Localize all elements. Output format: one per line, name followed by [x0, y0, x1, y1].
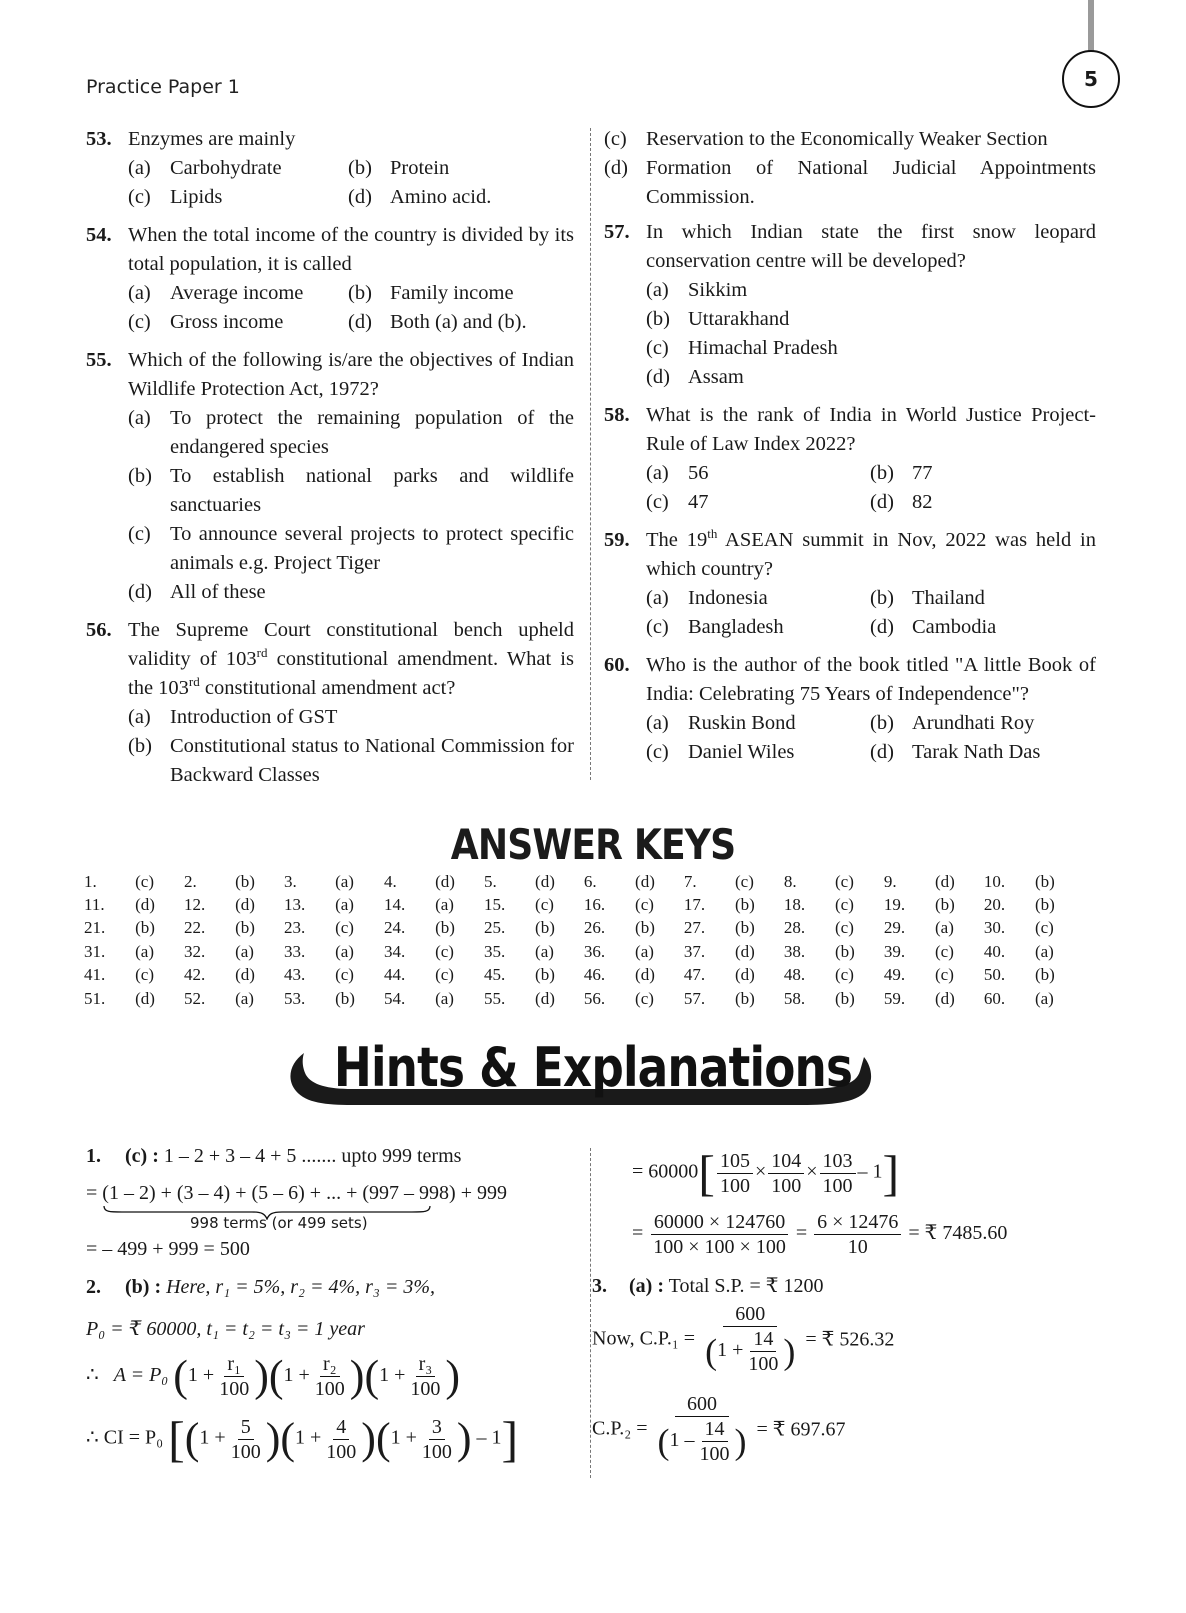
underbrace-label: 998 terms (or 499 sets) — [190, 1214, 368, 1232]
option-b: (b) Constitutional status to National Commission for Backward Classes — [128, 735, 574, 786]
therefore-symbol: ∴ — [86, 1426, 99, 1449]
answer-key-answer: (a) — [335, 871, 354, 891]
question-text: In which Indian state the first snow leopard conservation centre will be developed? — [646, 221, 1096, 272]
option-c: (c) To announce several projects to protect specific animals e.g. Project Tiger — [128, 523, 574, 574]
answer-key-answer: (c) — [735, 871, 754, 891]
answer-key-answer: (b) — [735, 918, 755, 938]
hint-3-line1: 3. (a) : Total S.P. = ₹ 1200 — [592, 1275, 824, 1297]
answer-key-number: 2. — [183, 871, 197, 891]
option-d: (d) All of these — [128, 581, 266, 603]
answer-key-answer: (d) — [535, 871, 555, 891]
answer-key-answer: (c) — [135, 871, 154, 891]
answer-key-number: 35. — [483, 941, 506, 961]
option-d: (d) Formation of National Judicial Appointments Commission. — [604, 157, 1096, 208]
answer-key-answer: (b) — [135, 918, 155, 938]
answer-key-number: 23. — [283, 918, 306, 938]
option-a: (a) Introduction of GST — [128, 706, 338, 728]
column-divider-top — [590, 128, 591, 780]
answer-key-answer: (c) — [835, 871, 854, 891]
answer-key-number: 55. — [483, 988, 506, 1008]
answer-key-row — [80, 870, 1080, 893]
question-number: 60. — [604, 654, 630, 676]
option-c: (c) Lipids — [128, 186, 223, 208]
answer-key-answer: (b) — [535, 965, 555, 985]
options — [128, 154, 574, 212]
answer-key-answer: (c) — [535, 895, 554, 915]
answer-key-number: 52. — [183, 988, 206, 1008]
option-a: (a) 56 — [646, 462, 709, 484]
hint-1-result: = – 499 + 999 = 500 — [86, 1238, 250, 1260]
answer-key-number: 48. — [783, 965, 806, 985]
answer-key-number: 36. — [583, 941, 606, 961]
answer-key-answer: (c) — [835, 965, 854, 985]
option-d: (d) Tarak Nath Das — [870, 741, 1041, 763]
hint-3-cp2: C.P.₂ = 600 (1 – $\frac{14}{100}$ ) = ₹ 697.67 — [592, 1393, 846, 1465]
option-d: (d) Assam — [646, 366, 744, 388]
therefore-symbol: ∴ — [86, 1364, 99, 1387]
hint-2-substitution: = 60000[ $\frac{105}{100}$ × $\frac{104}{100}$ × $\frac{103}{100}$ – 1] — [632, 1145, 900, 1201]
answer-key-answer: (d) — [535, 988, 555, 1008]
answer-key-answer: (a) — [435, 895, 454, 915]
question-text: Which of the following is/are the objectives of Indian Wildlife Protection Act, 1972? — [128, 349, 574, 400]
answer-key-number: 56. — [583, 988, 606, 1008]
answer-key-answer: (b) — [835, 988, 855, 1008]
answer-keys-table — [80, 870, 1080, 1010]
option-c: (c) Gross income — [128, 311, 284, 333]
answer-key-answer: (d) — [735, 965, 755, 985]
answer-key-number: 21. — [84, 918, 106, 938]
answer-key-answer: (d) — [435, 871, 455, 891]
answer-key-answer: (b) — [1034, 871, 1055, 891]
answer-key-number: 3. — [283, 871, 297, 891]
answer-key-number: 24. — [383, 918, 406, 938]
answer-key-answer: (a) — [335, 895, 354, 915]
question-59 — [604, 526, 1096, 642]
answer-key-answer: (c) — [635, 988, 654, 1008]
option-d: (d) Both (a) and (b). — [348, 311, 527, 333]
question-text: The 19th ASEAN summit in Nov, 2022 was held in which country? — [646, 526, 1096, 580]
hints-title: Hints & Explanations — [333, 1036, 853, 1099]
option-d: (d) 82 — [870, 491, 933, 513]
option-a: (a) Sikkim — [646, 279, 748, 301]
option-c: (c) Bangladesh — [646, 616, 784, 638]
answer-key-number: 22. — [183, 918, 206, 938]
answer-key-number: 28. — [783, 918, 806, 938]
question-text: What is the rank of India in World Justice Project-Rule of Law Index 2022? — [646, 404, 1096, 455]
option-b: (b) Uttarakhand — [646, 308, 790, 330]
answer-key-row — [80, 893, 1080, 916]
answer-key-answer: (d) — [934, 871, 955, 891]
question-text: Enzymes are mainly — [128, 128, 296, 150]
answer-key-number: 29. — [883, 918, 906, 938]
options — [646, 584, 1096, 642]
answer-key-number: 41. — [84, 965, 106, 985]
page-number: 5 — [1062, 50, 1120, 108]
answer-key-answer: (b) — [735, 895, 755, 915]
option-c: (c) Daniel Wiles — [646, 741, 795, 763]
option-b: (b) To establish national parks and wildlife sanctuaries — [128, 465, 574, 516]
question-58 — [604, 401, 1096, 517]
options — [646, 459, 1096, 517]
option-a: (a) Average income — [128, 282, 304, 304]
answer-key-number: 46. — [583, 965, 606, 985]
answer-key-answer: (d) — [135, 988, 155, 1008]
answer-key-answer: (c) — [934, 941, 954, 961]
answer-key-row — [80, 964, 1080, 987]
answer-key-answer: (b) — [735, 988, 755, 1008]
answer-key-answer: (b) — [335, 988, 355, 1008]
answer-key-answer: (d) — [135, 895, 155, 915]
answer-key-number: 14. — [383, 895, 406, 915]
answer-key-row — [80, 987, 1080, 1010]
options — [128, 279, 574, 337]
hint-1-line1: 1. (c) : 1 – 2 + 3 – 4 + 5 ....... upto 999 terms — [86, 1145, 462, 1167]
question-number: 59. — [604, 529, 630, 551]
page-header-title: Practice Paper 1 — [86, 76, 240, 98]
hint-2-result: = $\frac{60000 \times 124760}{100 \times 100 \times 100}$ = $\frac{6 \times 12476}{10}$ = ₹ 7485.60 — [632, 1211, 1008, 1258]
question-54 — [86, 221, 574, 337]
answer-key-number: 4. — [383, 871, 397, 891]
answer-key-number: 17. — [683, 895, 706, 915]
question-number: 55. — [86, 349, 112, 371]
answer-key-number: 58. — [783, 988, 806, 1008]
hint-2-line2: P₀ = ₹ 60000, t₁ = t₂ = t₃ = 1 year — [86, 1318, 365, 1340]
answer-key-number: 49. — [883, 965, 906, 985]
answer-key-answer: (b) — [1034, 895, 1055, 915]
answer-key-answer: (a) — [535, 941, 554, 961]
question-53 — [86, 125, 574, 212]
answer-key-number: 25. — [483, 918, 506, 938]
question-number: 58. — [604, 404, 630, 426]
answer-key-number: 27. — [683, 918, 706, 938]
answer-key-answer: (c) — [335, 965, 354, 985]
hint-2-ci-formula: ∴ CI = P₀ [(1 + $\frac{5}{100}$ )(1 + $\frac{4}{100}$ )(1 + $\frac{3}{100}$ ) – 1] — [86, 1411, 519, 1467]
answer-key-answer: (c) — [934, 965, 954, 985]
answer-key-answer: (a) — [1034, 988, 1054, 1008]
option-d: (d) Amino acid. — [348, 186, 492, 208]
answer-key-number: 47. — [683, 965, 706, 985]
option-b: (b) Arundhati Roy — [870, 712, 1035, 734]
option-c: (c) 47 — [646, 491, 709, 513]
answer-key-answer: (b) — [235, 871, 255, 891]
option-c: (c) Reservation to the Economically Weaker Section — [604, 128, 1048, 150]
answer-key-answer: (c) — [1034, 918, 1054, 938]
answer-key-answer: (d) — [735, 941, 755, 961]
answer-key-number: 1. — [84, 871, 97, 891]
questions-left-column — [86, 125, 574, 799]
options — [646, 709, 1096, 767]
answer-key-number: 38. — [783, 941, 806, 961]
hint-2-amount-formula: ∴ A = P₀ (1 + $\frac{\text{r₁}}{100}$ )(1 + $\frac{\text{r₂}}{100}$ )(1 + $\frac{\text{r₃}}{100}$ ) — [86, 1351, 461, 1401]
answer-key-number: 19. — [883, 895, 906, 915]
answer-key-answer: (b) — [934, 895, 955, 915]
answer-key-answer: (c) — [335, 918, 354, 938]
hint-2-line1: 2. (b) : Here, r₁ = 5%, r₂ = 4%, r₃ = 3%, — [86, 1276, 436, 1298]
answer-key-answer: (c) — [435, 965, 454, 985]
option-d: (d) Cambodia — [870, 616, 997, 638]
answer-key-answer: (d) — [635, 871, 655, 891]
answer-key-number: 10. — [983, 871, 1006, 891]
hint-1-line2: = (1 – 2) + (3 – 4) + (5 – 6) + ... + (997 – 998) + 999 — [86, 1182, 507, 1205]
answer-keys-title: ANSWER KEYS — [450, 820, 736, 869]
answer-key-number: 32. — [183, 941, 206, 961]
answer-key-answer: (c) — [835, 895, 854, 915]
question-60 — [604, 651, 1096, 767]
answer-key-answer: (a) — [1034, 941, 1054, 961]
option-a: (a) To protect the remaining population of the endangered species — [128, 407, 574, 458]
answer-key-number: 20. — [983, 895, 1006, 915]
answer-key-number: 12. — [183, 895, 206, 915]
question-number: 56. — [86, 619, 112, 641]
answer-key-number: 7. — [683, 871, 697, 891]
answer-key-answer: (b) — [435, 918, 455, 938]
question-text: The Supreme Court constitutional bench upheld validity of 103rd constitutional amendment. What is the 103rd constitutional amendment act? — [128, 619, 574, 699]
option-b: (b) Family income — [348, 282, 514, 304]
question-text: When the total income of the country is divided by its total population, it is called — [128, 224, 574, 275]
answer-key-answer: (c) — [635, 895, 654, 915]
answer-key-answer: (a) — [235, 988, 254, 1008]
answer-key-answer: (b) — [635, 918, 655, 938]
answer-key-number: 40. — [983, 941, 1006, 961]
question-number: 57. — [604, 221, 630, 243]
answer-key-answer: (d) — [235, 895, 255, 915]
answer-key-number: 31. — [84, 941, 106, 961]
option-a: (a) Ruskin Bond — [646, 712, 796, 734]
answer-key-number: 26. — [583, 918, 606, 938]
answer-key-number: 13. — [283, 895, 306, 915]
answer-key-number: 5. — [483, 871, 497, 891]
answer-key-number: 30. — [983, 918, 1006, 938]
answer-key-answer: (b) — [535, 918, 555, 938]
answer-key-number: 33. — [283, 941, 306, 961]
answer-key-number: 39. — [883, 941, 906, 961]
option-b: (b) Protein — [348, 157, 450, 179]
question-number: 54. — [86, 224, 112, 246]
answer-key-number: 9. — [883, 871, 897, 891]
answer-key-number: 44. — [383, 965, 406, 985]
answer-key-row — [80, 940, 1080, 963]
answer-key-number: 8. — [783, 871, 797, 891]
answer-key-answer: (c) — [135, 965, 154, 985]
answer-key-number: 53. — [283, 988, 306, 1008]
answer-key-row — [80, 917, 1080, 940]
column-divider-bottom — [590, 1148, 591, 1478]
answer-key-number: 43. — [283, 965, 306, 985]
question-number: 53. — [86, 128, 112, 150]
answer-key-number: 34. — [383, 941, 406, 961]
answer-key-answer: (c) — [435, 941, 454, 961]
answer-key-number: 11. — [84, 895, 105, 915]
answer-key-answer: (a) — [635, 941, 654, 961]
answer-key-answer: (b) — [235, 918, 255, 938]
answer-key-number: 50. — [983, 965, 1006, 985]
option-c: (c) Himachal Pradesh — [646, 337, 838, 359]
answer-key-answer: (a) — [934, 918, 954, 938]
answer-key-number: 15. — [483, 895, 506, 915]
answer-key-answer: (b) — [835, 941, 855, 961]
hint-3-cp1: Now, C.P.₁ = 600 (1 + $\frac{14}{100}$ ) = ₹ 526.32 — [592, 1303, 895, 1375]
answer-key-answer: (a) — [335, 941, 354, 961]
answer-key-number: 59. — [883, 988, 906, 1008]
answer-key-number: 60. — [983, 988, 1006, 1008]
page-tab-bar — [1088, 0, 1094, 52]
answer-key-number: 45. — [483, 965, 506, 985]
questions-right-column — [604, 125, 1096, 776]
answer-key-number: 18. — [783, 895, 806, 915]
option-b: (b) Thailand — [870, 587, 985, 609]
answer-key-answer: (d) — [235, 965, 255, 985]
answer-key-number: 6. — [583, 871, 597, 891]
answer-key-number: 54. — [383, 988, 406, 1008]
question-56 — [86, 616, 574, 790]
answer-key-number: 42. — [183, 965, 206, 985]
question-55 — [86, 346, 574, 607]
answer-key-number: 37. — [683, 941, 706, 961]
answer-key-answer: (c) — [835, 918, 854, 938]
answer-key-answer: (b) — [1034, 965, 1055, 985]
option-b: (b) 77 — [870, 462, 933, 484]
answer-key-number: 16. — [583, 895, 606, 915]
answer-key-number: 51. — [84, 988, 106, 1008]
answer-key-answer: (d) — [635, 965, 655, 985]
option-a: (a) Carbohydrate — [128, 157, 282, 179]
question-57 — [604, 218, 1096, 392]
answer-key-answer: (d) — [934, 988, 955, 1008]
answer-key-answer: (a) — [235, 941, 254, 961]
answer-key-number: 57. — [683, 988, 706, 1008]
question-text: Who is the author of the book titled "A little Book of India: Celebrating 75 Years of Independence"? — [646, 654, 1096, 705]
option-a: (a) Indonesia — [646, 587, 768, 609]
answer-key-answer: (a) — [435, 988, 454, 1008]
question-56-continued — [604, 125, 1096, 212]
answer-key-answer: (a) — [135, 941, 154, 961]
